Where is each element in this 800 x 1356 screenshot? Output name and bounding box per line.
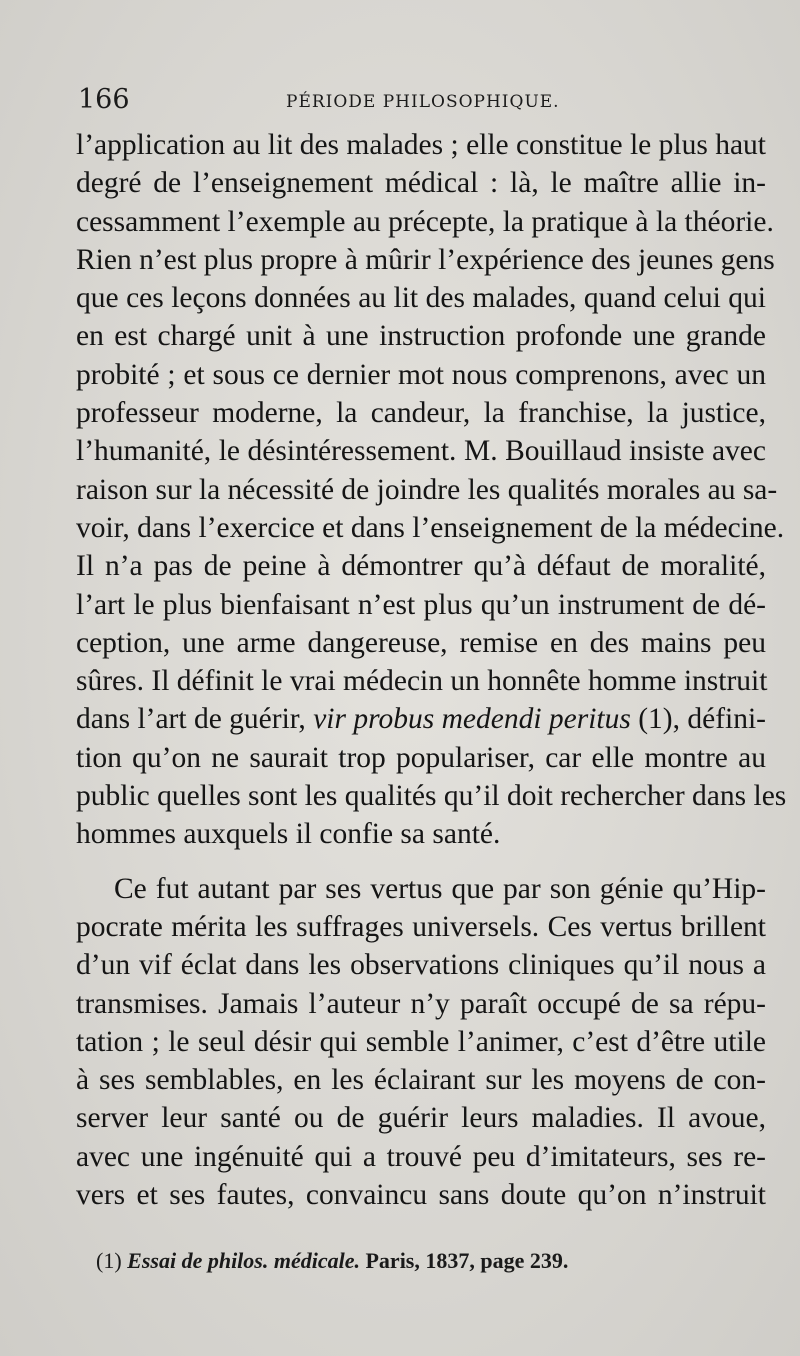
text-line: l’humanité, le désintéressement. M. Bouillaud insiste avec [76, 435, 766, 468]
running-title: PÉRIODE PHILOSOPHIQUE. [286, 92, 560, 112]
footnote-marker: (1) [96, 1248, 122, 1273]
latin-definition: vir probus medendi peritus [313, 703, 631, 736]
body-text [76, 126, 787, 1214]
text-line: tation ; le seul désir qui semble l’animer, c’est d’être utile [76, 1025, 766, 1058]
footnote-citation: Paris, 1837, page 239. [365, 1248, 569, 1273]
paragraph-1 [76, 126, 787, 854]
text-line: d’un vif éclat dans les observations cliniques qu’il nous a [76, 949, 766, 982]
text-line: vers et ses fautes, convaincu sans doute qu’on n’instruit [76, 1179, 766, 1212]
text-line: à ses semblables, en les éclairant sur les moyens de con- [76, 1064, 766, 1097]
text-line: probité ; et sous ce dernier mot nous comprenons, avec un [76, 358, 766, 391]
text-line: tion qu’on ne saurait trop populariser, car elle montre au [76, 741, 766, 774]
footnote-title: Essai de philos. médicale. [127, 1248, 360, 1273]
text-line: hommes auxquels il confie sa santé. [76, 818, 501, 851]
page-number: 166 [78, 84, 130, 115]
text-line: Rien n’est plus propre à mûrir l’expérience des jeunes gens [76, 243, 775, 276]
text-line: Ce fut autant par ses vertus que par son génie qu’Hip- [114, 872, 766, 905]
text-line: que ces leçons données au lit des malades, quand celui qui [76, 282, 766, 315]
text-line: Il n’a pas de peine à démontrer qu’à défaut de moralité, [76, 550, 766, 583]
text-line: cessamment l’exemple au précepte, la pratique à la théorie. [76, 205, 774, 238]
text-line-with-latin [76, 700, 766, 738]
text-line: voir, dans l’exercice et dans l’enseignement de la médecine. [76, 511, 785, 544]
paragraph-2 [76, 870, 766, 1215]
text-line: raison sur la nécessité de joindre les qualités morales au sa- [76, 473, 778, 506]
text-line: pocrate mérita les suffrages universels. Ces vertus brillent [76, 910, 766, 943]
text-segment: dans l’art de guérir, [76, 703, 314, 736]
text-line: avec une ingénuité qui a trouvé peu d’imitateurs, ses re- [76, 1140, 766, 1173]
footnote [96, 1248, 756, 1274]
text-line: degré de l’enseignement médical : là, le maître allie in- [76, 167, 766, 200]
paragraph-gap [76, 854, 766, 870]
text-line: server leur santé ou de guérir leurs maladies. Il avoue, [76, 1102, 766, 1135]
text-line: sûres. Il définit le vrai médecin un honnête homme instruit [76, 665, 768, 698]
text-line: l’application au lit des malades ; elle constitue le plus haut [76, 129, 766, 161]
text-line: ception, une arme dangereuse, remise en des mains peu [76, 626, 766, 659]
text-line: professeur moderne, la candeur, la franchise, la justice, [76, 397, 766, 430]
text-line: public quelles sont les qualités qu’il doit rechercher dans les [76, 780, 787, 813]
text-segment: (1), défini- [630, 703, 766, 736]
page-header [78, 84, 768, 124]
text-line: transmises. Jamais l’auteur n’y paraît occupé de sa répu- [76, 987, 766, 1020]
text-line: l’art le plus bienfaisant n’est plus qu’un instrument de dé- [76, 588, 766, 621]
text-line: en est chargé unit à une instruction profonde une grande [76, 320, 766, 353]
